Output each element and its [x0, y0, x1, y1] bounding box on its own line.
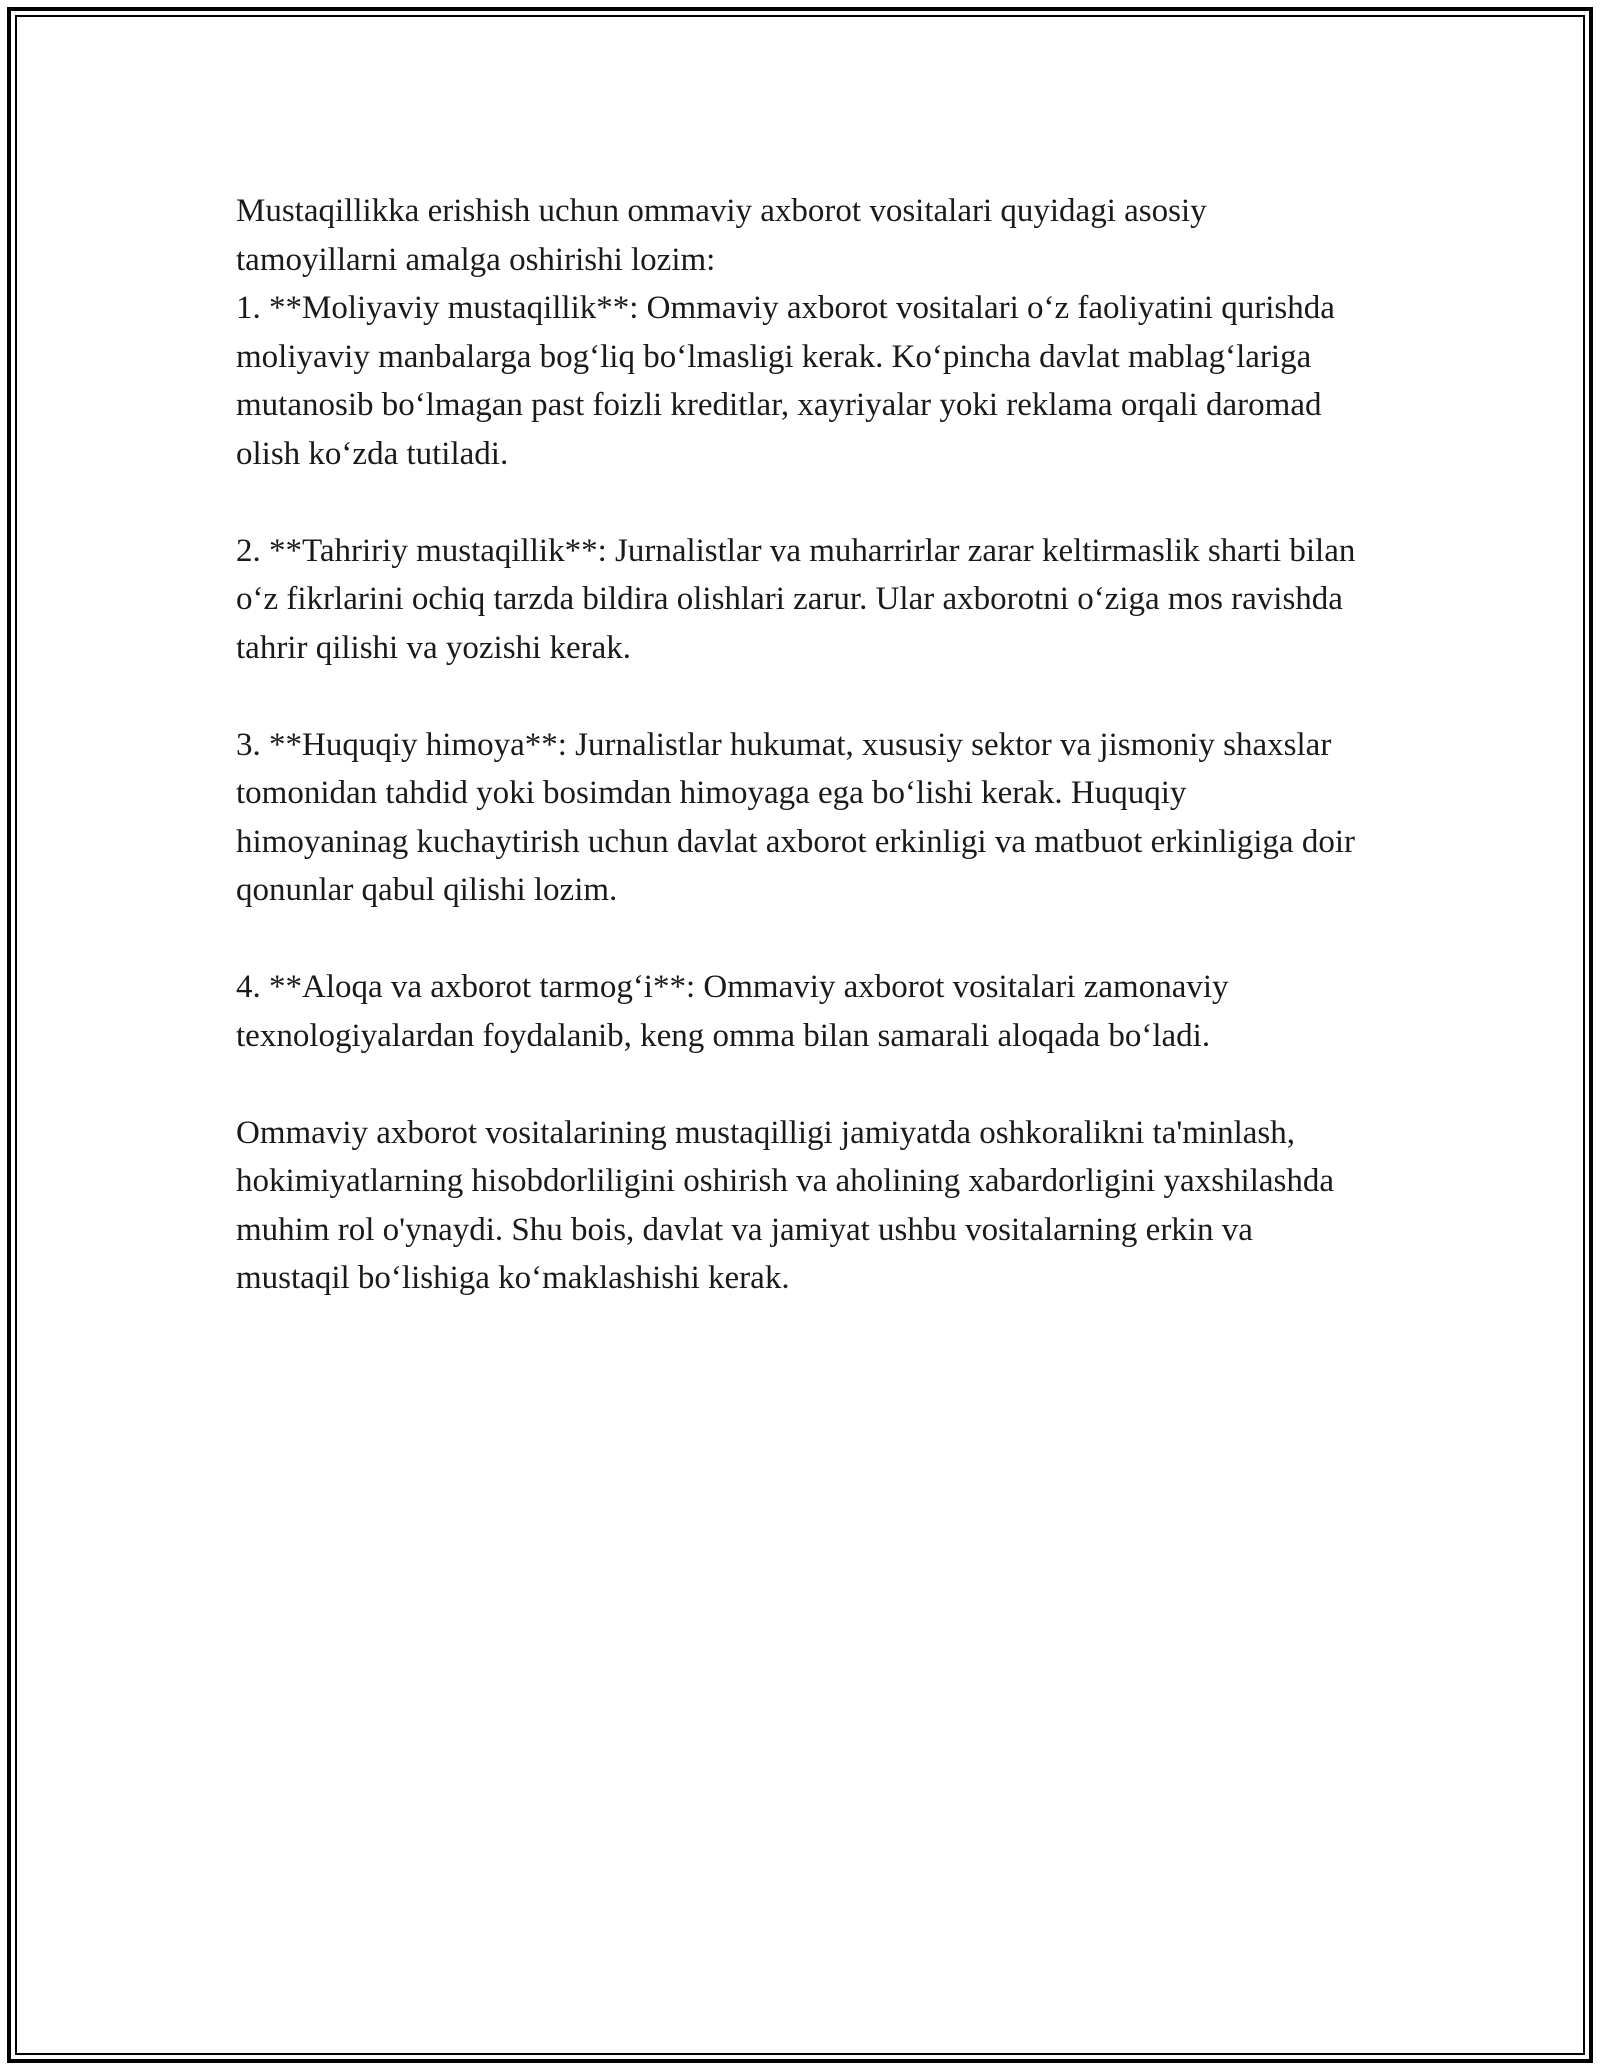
point-legal-protection: 3. **Huquqiy himoya**: Jurnalistlar hukumat, xususiy sektor va jismoniy shaxslar tomonidan tahdid yoki bosimdan himoyaga ega bo‘lishi kerak. Huquqiy himoyaninag kuchaytirish uchun davlat axborot erkinligi va matbuot erkinligiga doir qonunlar qabul qilishi lozim. — [236, 726, 1355, 908]
intro-paragraph: Mustaqillikka erishish uchun ommaviy axborot vositalari quyidagi asosiy tamoyillarni amalga oshirishi lozim: — [236, 193, 1207, 278]
point-communication-network: 4. **Aloqa va axborot tarmog‘i**: Ommaviy axborot vositalari zamonaviy texnologiyalardan foydalanib, keng omma bilan samarali aloqada bo‘ladi. — [236, 969, 1229, 1054]
point-financial-independence: 1. **Moliyaviy mustaqillik**: Ommaviy axborot vositalari o‘z faoliyatini qurishda moliyaviy manbalarga bog‘liq bo‘lmasligi kerak. Ko‘pincha davlat mablag‘lariga mutanosib bo‘lmagan past foizli kreditlar, xayriyalar yoki reklama orqali daromad olish ko‘zda tutiladi. — [236, 290, 1335, 472]
document-body — [236, 187, 1366, 1303]
point-editorial-independence: 2. **Tahririy mustaqillik**: Jurnalistlar va muharrirlar zarar keltirmaslik sharti bilan o‘z fikrlarini ochiq tarzda bildira olishlari zarur. Ular axborotni o‘ziga mos ravishda tahrir qilishi va yozishi kerak. — [236, 532, 1356, 666]
conclusion-paragraph: Ommaviy axborot vositalarining mustaqilligi jamiyatda oshkoralikni ta'minlash, hokimiyatlarning hisobdorliligini oshirish va aholining xabardorligini yaxshilashda muhim rol o'ynaydi. Shu bois, davlat va jamiyat ushbu vositalarning erkin va mustaqil bo‘lishiga ko‘maklashishi kerak. — [236, 1114, 1335, 1296]
